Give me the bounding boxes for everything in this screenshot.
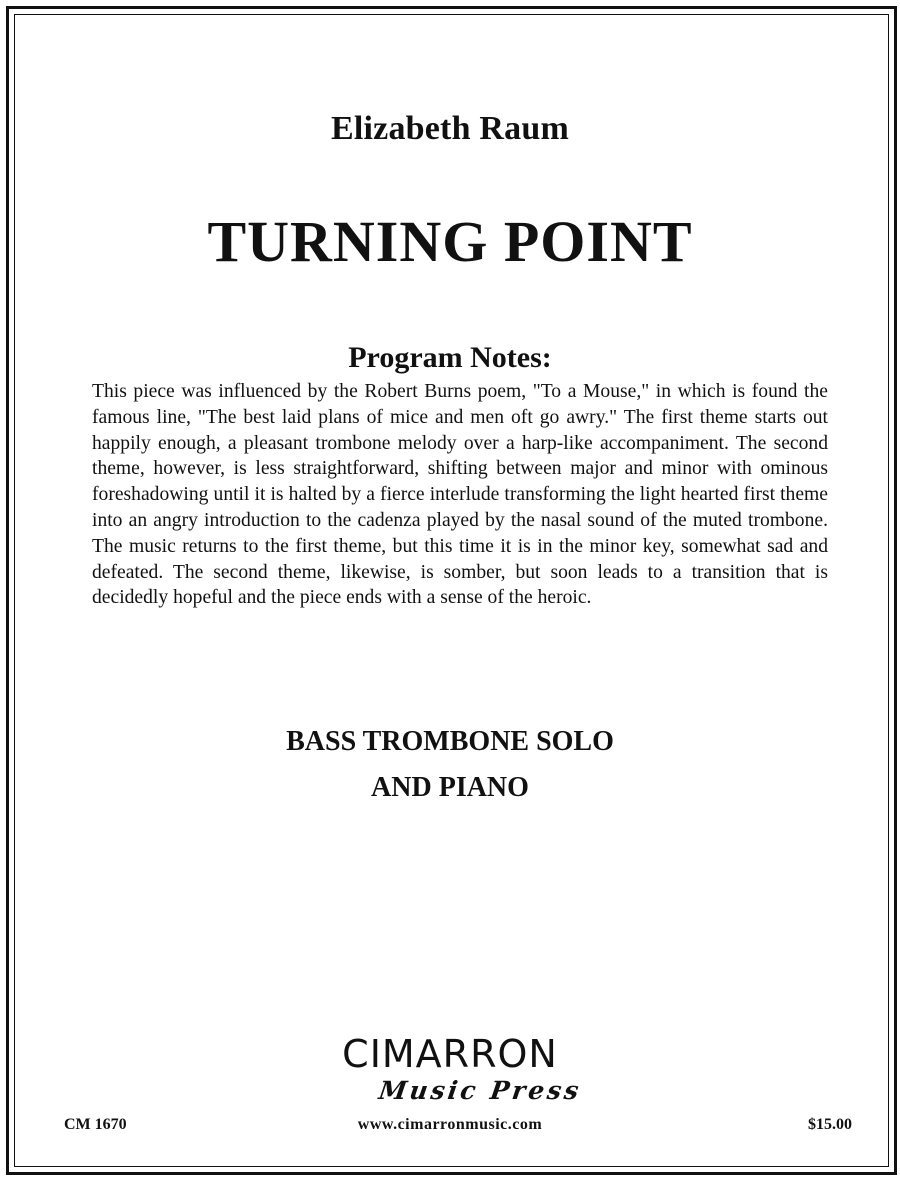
publisher-logo xyxy=(300,1032,600,1106)
price: $15.00 xyxy=(808,1116,852,1133)
instrumentation-line-1: BASS TROMBONE SOLO xyxy=(286,726,614,757)
instrumentation xyxy=(0,719,900,811)
publisher-name: CIMARRON xyxy=(342,1032,558,1076)
program-notes-heading: Program Notes: xyxy=(348,341,552,374)
piece-title: TURNING POINT xyxy=(207,209,693,274)
instrumentation-line-2: AND PIANO xyxy=(371,772,529,803)
publisher-website: www.cimarronmusic.com xyxy=(357,1116,543,1133)
publisher-subtitle: Music Press xyxy=(376,1076,584,1105)
program-notes-text: This piece was influenced by the Robert Burns poem, "To a Mouse," in which is found the famous line, "The best laid plans of mice and men oft go awry." The first theme starts out happily enough, a pleasant trombone melody over a harp-like accompaniment. The second theme, however, is less straightforward, shifting between major and minor with ominous foreshadowing until it is halted by a fierce interlude transforming the light hearted first theme into an angry introduction to the cadenza played by the nasal sound of the muted trombone. The music returns to the first theme, but this time it is in the minor key, somewhat sad and defeated. The second theme, likewise, is somber, but soon leads to a transition that is decidedly hopeful and the piece ends with a sense of the heroic. xyxy=(92,381,828,609)
composer-name: Elizabeth Raum xyxy=(331,110,569,147)
catalog-number: CM 1670 xyxy=(64,1116,127,1133)
